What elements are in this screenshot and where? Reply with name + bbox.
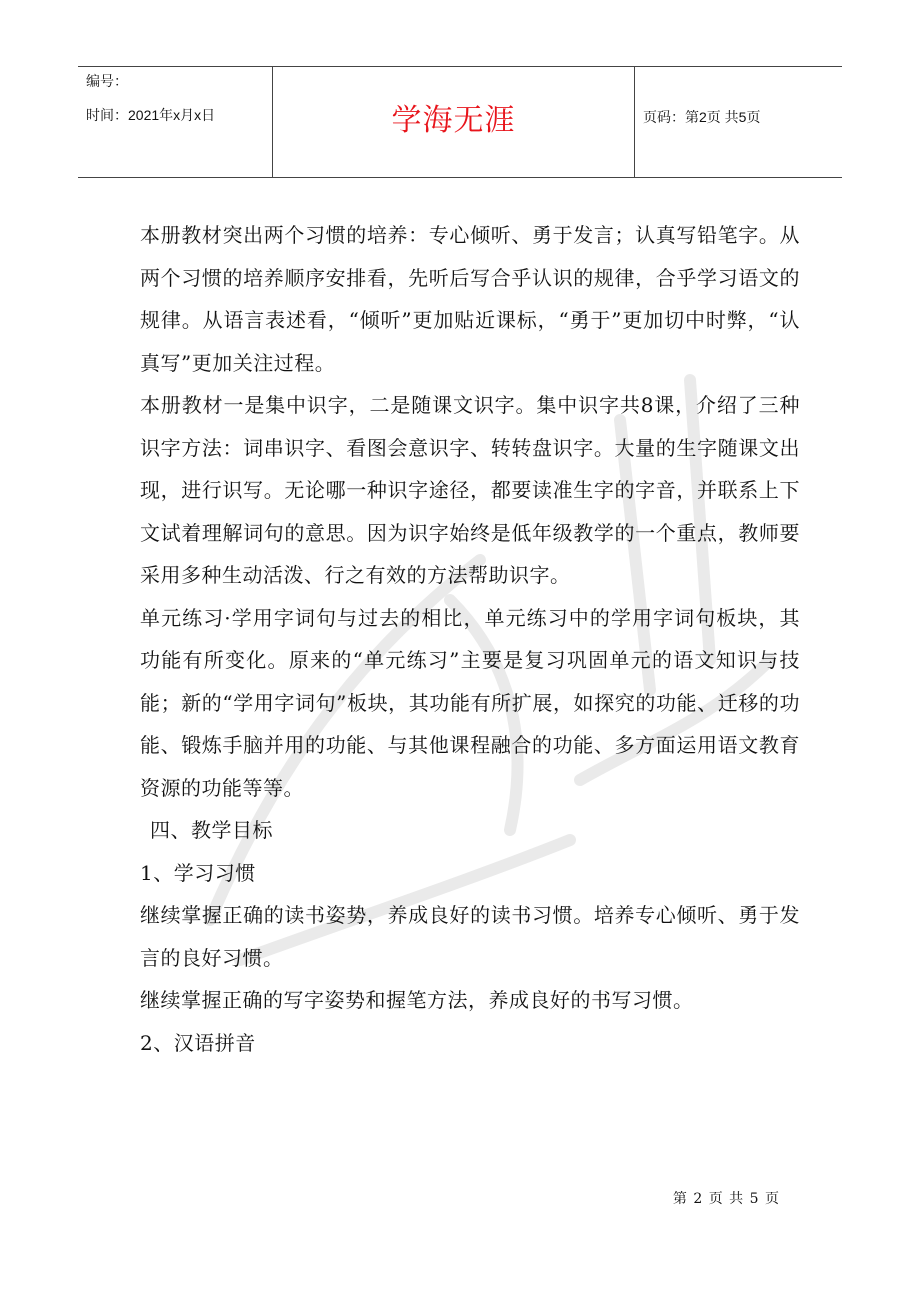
header-meta-cell [78,67,273,177]
body-paragraph: 继续掌握正确的读书姿势，养成良好的读书习惯。培养专心倾听、勇于发言的良好习惯。 [140,903,800,970]
document-body [140,214,800,1064]
subsection-heading: 1、学习习惯 [140,860,256,885]
document-header [78,66,842,178]
header-page-number: 页码：第2页 共5页 [643,109,761,125]
body-paragraph: 继续掌握正确的写字姿势和握笔方法，养成良好的书写习惯。 [140,988,694,1012]
section-heading: 四、教学目标 [150,818,273,842]
body-paragraph: 本册教材一是集中识字，二是随课文识字。集中识字共8课，介绍了三种识字方法：词串识字、看图会意识字、转转盘识字。大量的生字随课文出现，进行识写。无论哪一种识字途径，都要读准生字的字音，并联系上下文试着理解词句的意思。因为识字始终是低年级教学的一个重点，教师要采用多种生动活泼、行之有效的方法帮助识字。 [140,393,800,587]
header-title: 学海无涯 [391,103,516,138]
page-footer: 第 2 页 共 5 页 [672,1191,780,1207]
body-paragraph: 单元练习·学用字词句与过去的相比，单元练习中的学用字词句板块，其功能有所变化。原来的“单元练习”主要是复习巩固单元的语文知识与技能；新的“学用字词句”板块，其功能有所扩展，如探究的功能、迁移的功能、锻炼手脑并用的功能、与其他课程融合的功能、多方面运用语文教育资源的功能等等。 [140,605,800,800]
subsection-heading: 2、汉语拼音 [140,1030,256,1055]
body-paragraph: 本册教材突出两个习惯的培养：专心倾听、勇于发言；认真写铅笔字。从两个习惯的培养顺序安排看，先听后写合乎认识的规律，合乎学习语文的规律。从语言表述看，“倾听”更加贴近课标，“勇于”更加切中时弊，“认真写”更加关注过程。 [140,223,800,375]
document-date-label: 时间：2021年x月x日 [86,107,216,123]
document-code-label: 编号： [86,73,128,89]
header-page-cell [635,67,842,177]
header-title-cell [273,67,635,177]
